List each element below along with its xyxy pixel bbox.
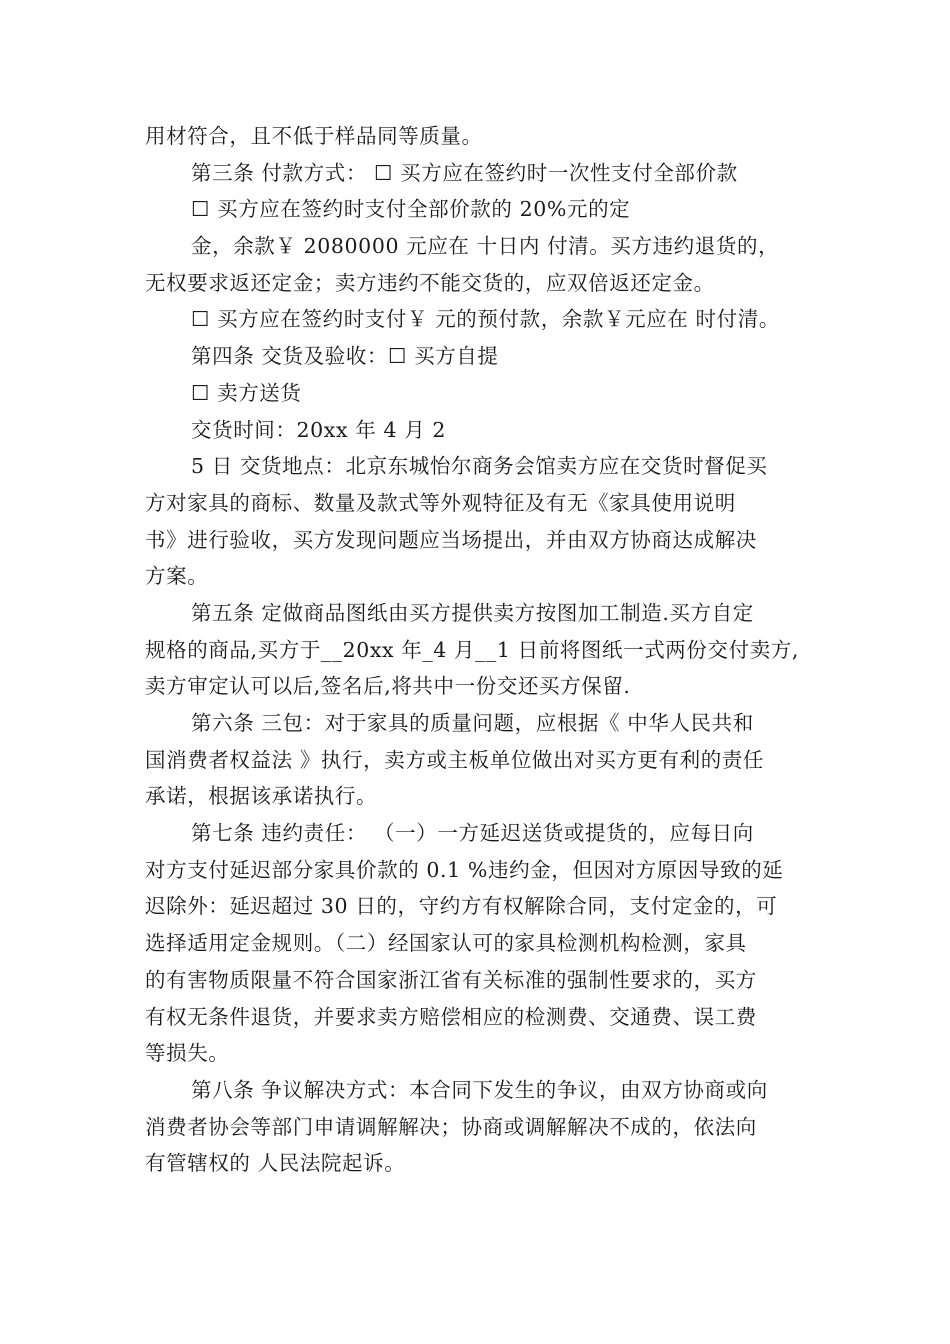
text-line: 书》进行验收，买方发现问题应当场提出，并由双方协商达成解决 xyxy=(145,527,757,552)
text-line: 金，余款￥ 2080000 元应在 十日内 付清。买方违约退货的， xyxy=(191,234,780,259)
text-line: 第六条 三包：对于家具的质量问题，应根据《 中华人民共和 xyxy=(191,711,754,735)
text-line: 第八条 争议解决方式：本合同下发生的争议，由双方协商或向 xyxy=(191,1077,768,1102)
text-line: 有管辖权的 人民法院起诉。 xyxy=(145,1151,406,1176)
text-line: 第四条 交货及验收：☐ 买方自提 xyxy=(191,344,499,369)
text-line: 5 日 交货地点：北京东城怡尔商务会馆卖方应在交货时督促买 xyxy=(191,454,768,479)
text-line: 消费者协会等部门申请调解解决；协商或调解解决不成的，依法向 xyxy=(145,1114,757,1139)
text-line: 的有害物质限量不符合国家浙江省有关标准的强制性要求的，买方 xyxy=(145,967,757,992)
text-line: 用材符合，且不低于样品同等质量。 xyxy=(145,124,483,148)
text-line: 有权无条件退货，并要求卖方赔偿相应的检测费、交通费、误工费 xyxy=(145,1004,757,1029)
text-line: 第五条 定做商品图纸由买方提供卖方按图加工制造.买方自定 xyxy=(191,600,754,625)
text-line: 承诺，根据该承诺执行。 xyxy=(145,784,378,809)
text-line: ☐ 卖方送货 xyxy=(191,380,302,405)
text-line: 迟除外：延迟超过 30 日的，守约方有权解除合同，支付定金的，可 xyxy=(145,894,778,919)
text-line: 无权要求返还定金；卖方违约不能交货的，应双倍返还定金。 xyxy=(145,270,715,295)
text-line: 选择适用定金规则。（二）经国家认可的家具检测机构检测，家具 xyxy=(145,931,747,956)
text-line: 规格的商品,买方于__20xx 年_4 月__1 日前将图纸一式两份交付卖方, xyxy=(145,637,800,662)
text-line: 第三条 付款方式： ☐ 买方应在签约时一次性支付全部价款 xyxy=(191,160,738,185)
document-body xyxy=(145,118,810,1182)
text-line: 方对家具的商标、数量及款式等外观特征及有无《家具使用说明 xyxy=(145,490,736,515)
text-line: ☐ 买方应在签约时支付￥ 元的预付款，余款￥元应在 时付清。 xyxy=(191,307,780,332)
text-line: 方案。 xyxy=(145,564,209,589)
text-line: 交货时间：20xx 年 4 月 2 xyxy=(191,417,447,442)
text-line: 国消费者权益法 》执行，卖方或主板单位做出对买方更有利的责任 xyxy=(145,747,765,772)
text-line: 卖方审定认可以后,签名后,将共中一份交还买方保留. xyxy=(145,674,631,699)
text-line: 对方支付延迟部分家具价款的 0.1 %违约金，但因对方原因导致的延 xyxy=(145,857,784,882)
text-line: 第七条 违约责任： （一）一方延迟送货或提货的，应每日向 xyxy=(191,821,754,846)
text-line: 等损失。 xyxy=(145,1041,230,1066)
text-line: ☐ 买方应在签约时支付全部价款的 20%元的定 xyxy=(191,197,631,222)
